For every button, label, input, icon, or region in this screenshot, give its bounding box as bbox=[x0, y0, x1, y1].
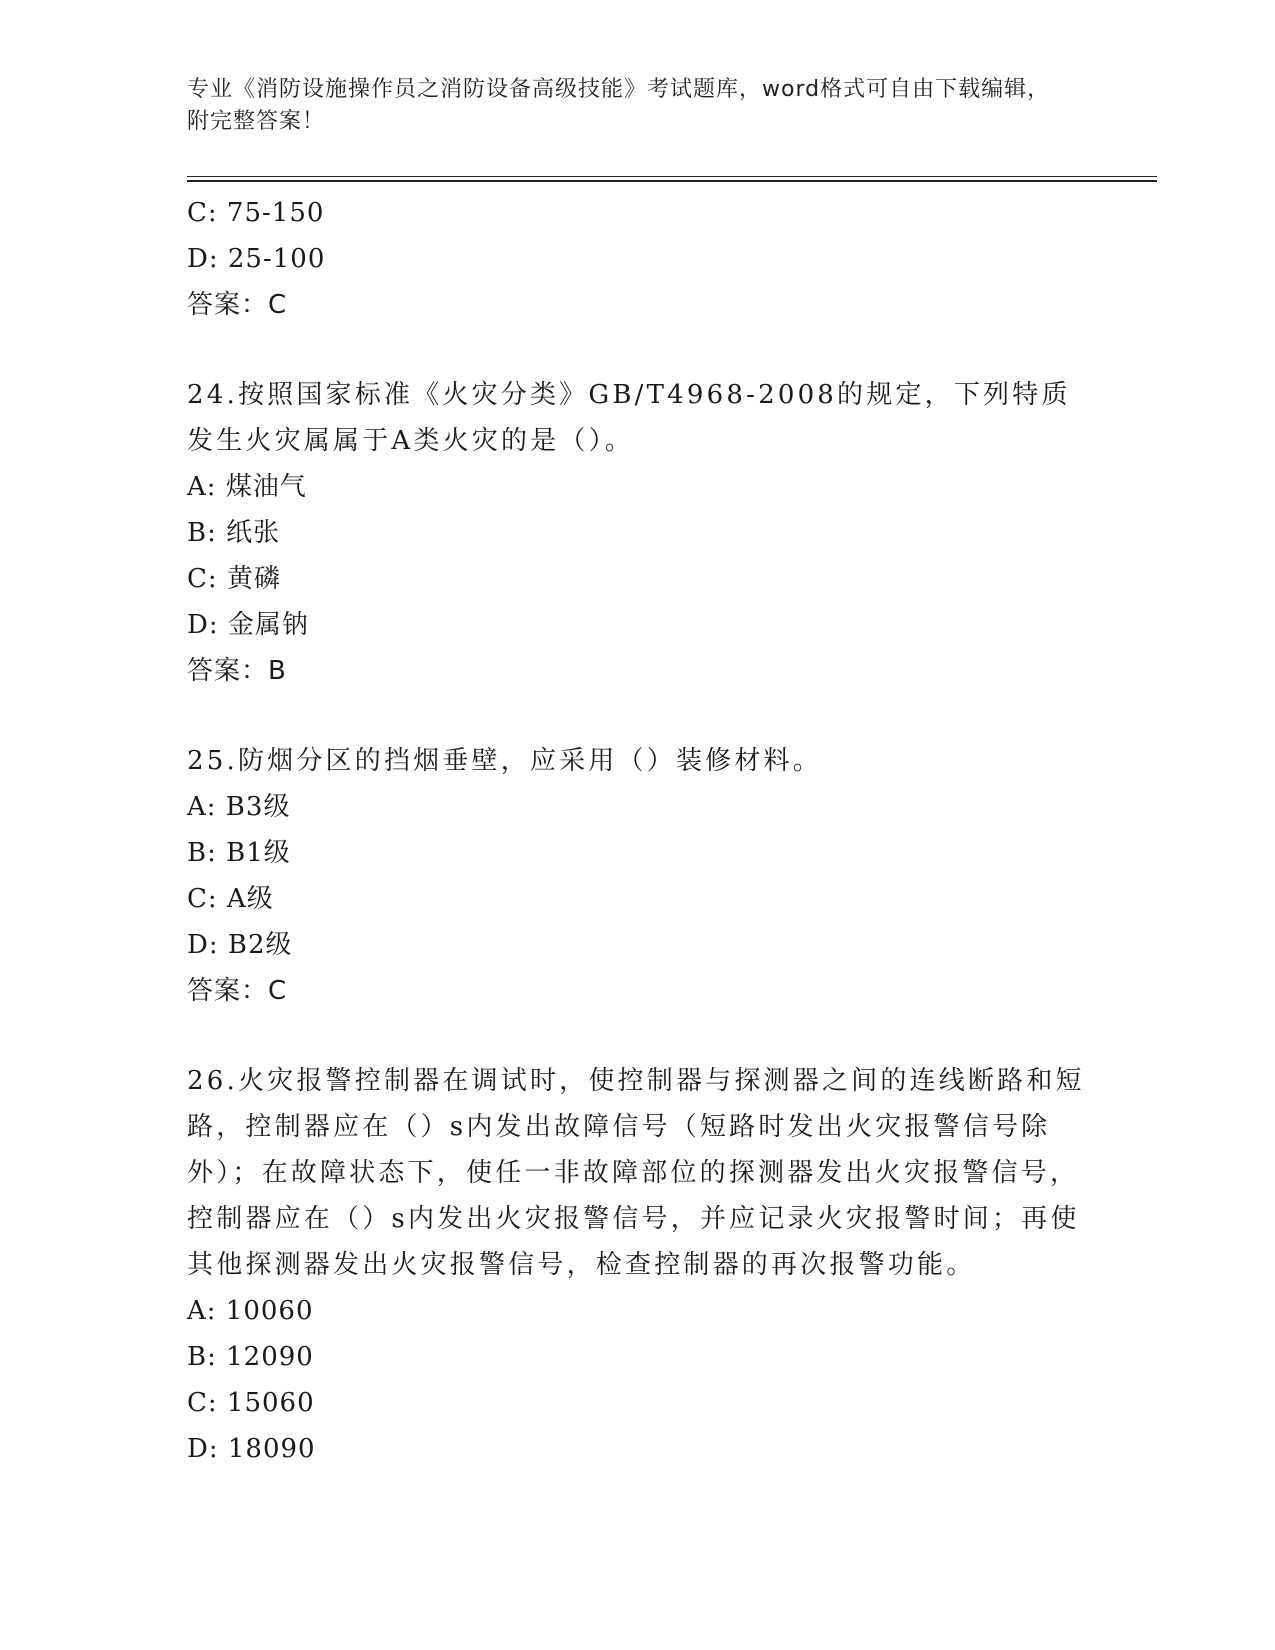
document-body bbox=[187, 190, 1087, 1472]
option-d: D: B2级 bbox=[187, 930, 293, 960]
answer-line: 答案：C bbox=[187, 290, 288, 320]
option-c: C: 15060 bbox=[187, 1388, 315, 1418]
option-a: A: 煤油气 bbox=[187, 472, 307, 502]
option-a: A: 10060 bbox=[187, 1296, 314, 1326]
option-c: C: A级 bbox=[187, 884, 274, 914]
option-c: C: 75-150 bbox=[187, 198, 325, 228]
question-text: 26.火灾报警控制器在调试时，使控制器与探测器之间的连线断路和短路，控制器应在（）s内发出故障信号（短路时发出火灾报警信号除外）；在故障状态下，使任一非故障部位的探测器发出火灾报警信号，控制器应在（）s内发出火灾报警信号，并应记录火灾报警时间；再使其他探测器发出火灾报警信号，检查控制器的再次报警功能。 bbox=[187, 1066, 1085, 1280]
option-d: D: 金属钠 bbox=[187, 610, 309, 640]
header-rule-thin bbox=[187, 176, 1157, 177]
option-b: B: B1级 bbox=[187, 838, 291, 868]
answer-line: 答案：B bbox=[187, 656, 287, 686]
answer-line: 答案：C bbox=[187, 976, 288, 1006]
document-header: 专业《消防设施操作员之消防设备高级技能》考试题库，word格式可自由下载编辑，附完整答案！ bbox=[187, 77, 1051, 134]
question-text: 24.按照国家标准《火灾分类》GB/T4968-2008的规定，下列特质发生火灾属属于A类火灾的是（）。 bbox=[187, 380, 1071, 456]
option-d: D: 18090 bbox=[187, 1434, 316, 1464]
option-a: A: B3级 bbox=[187, 792, 291, 822]
question-24 bbox=[187, 372, 1087, 694]
header-rule-thick bbox=[187, 180, 1157, 182]
option-d: D: 25-100 bbox=[187, 244, 326, 274]
question-25 bbox=[187, 738, 1087, 1014]
option-c: C: 黄磷 bbox=[187, 564, 281, 594]
question-text: 25.防烟分区的挡烟垂壁，应采用（）装修材料。 bbox=[187, 746, 822, 776]
option-b: B: 纸张 bbox=[187, 518, 281, 548]
prev-question bbox=[187, 190, 1087, 328]
question-26 bbox=[187, 1058, 1087, 1472]
option-b: B: 12090 bbox=[187, 1342, 314, 1372]
